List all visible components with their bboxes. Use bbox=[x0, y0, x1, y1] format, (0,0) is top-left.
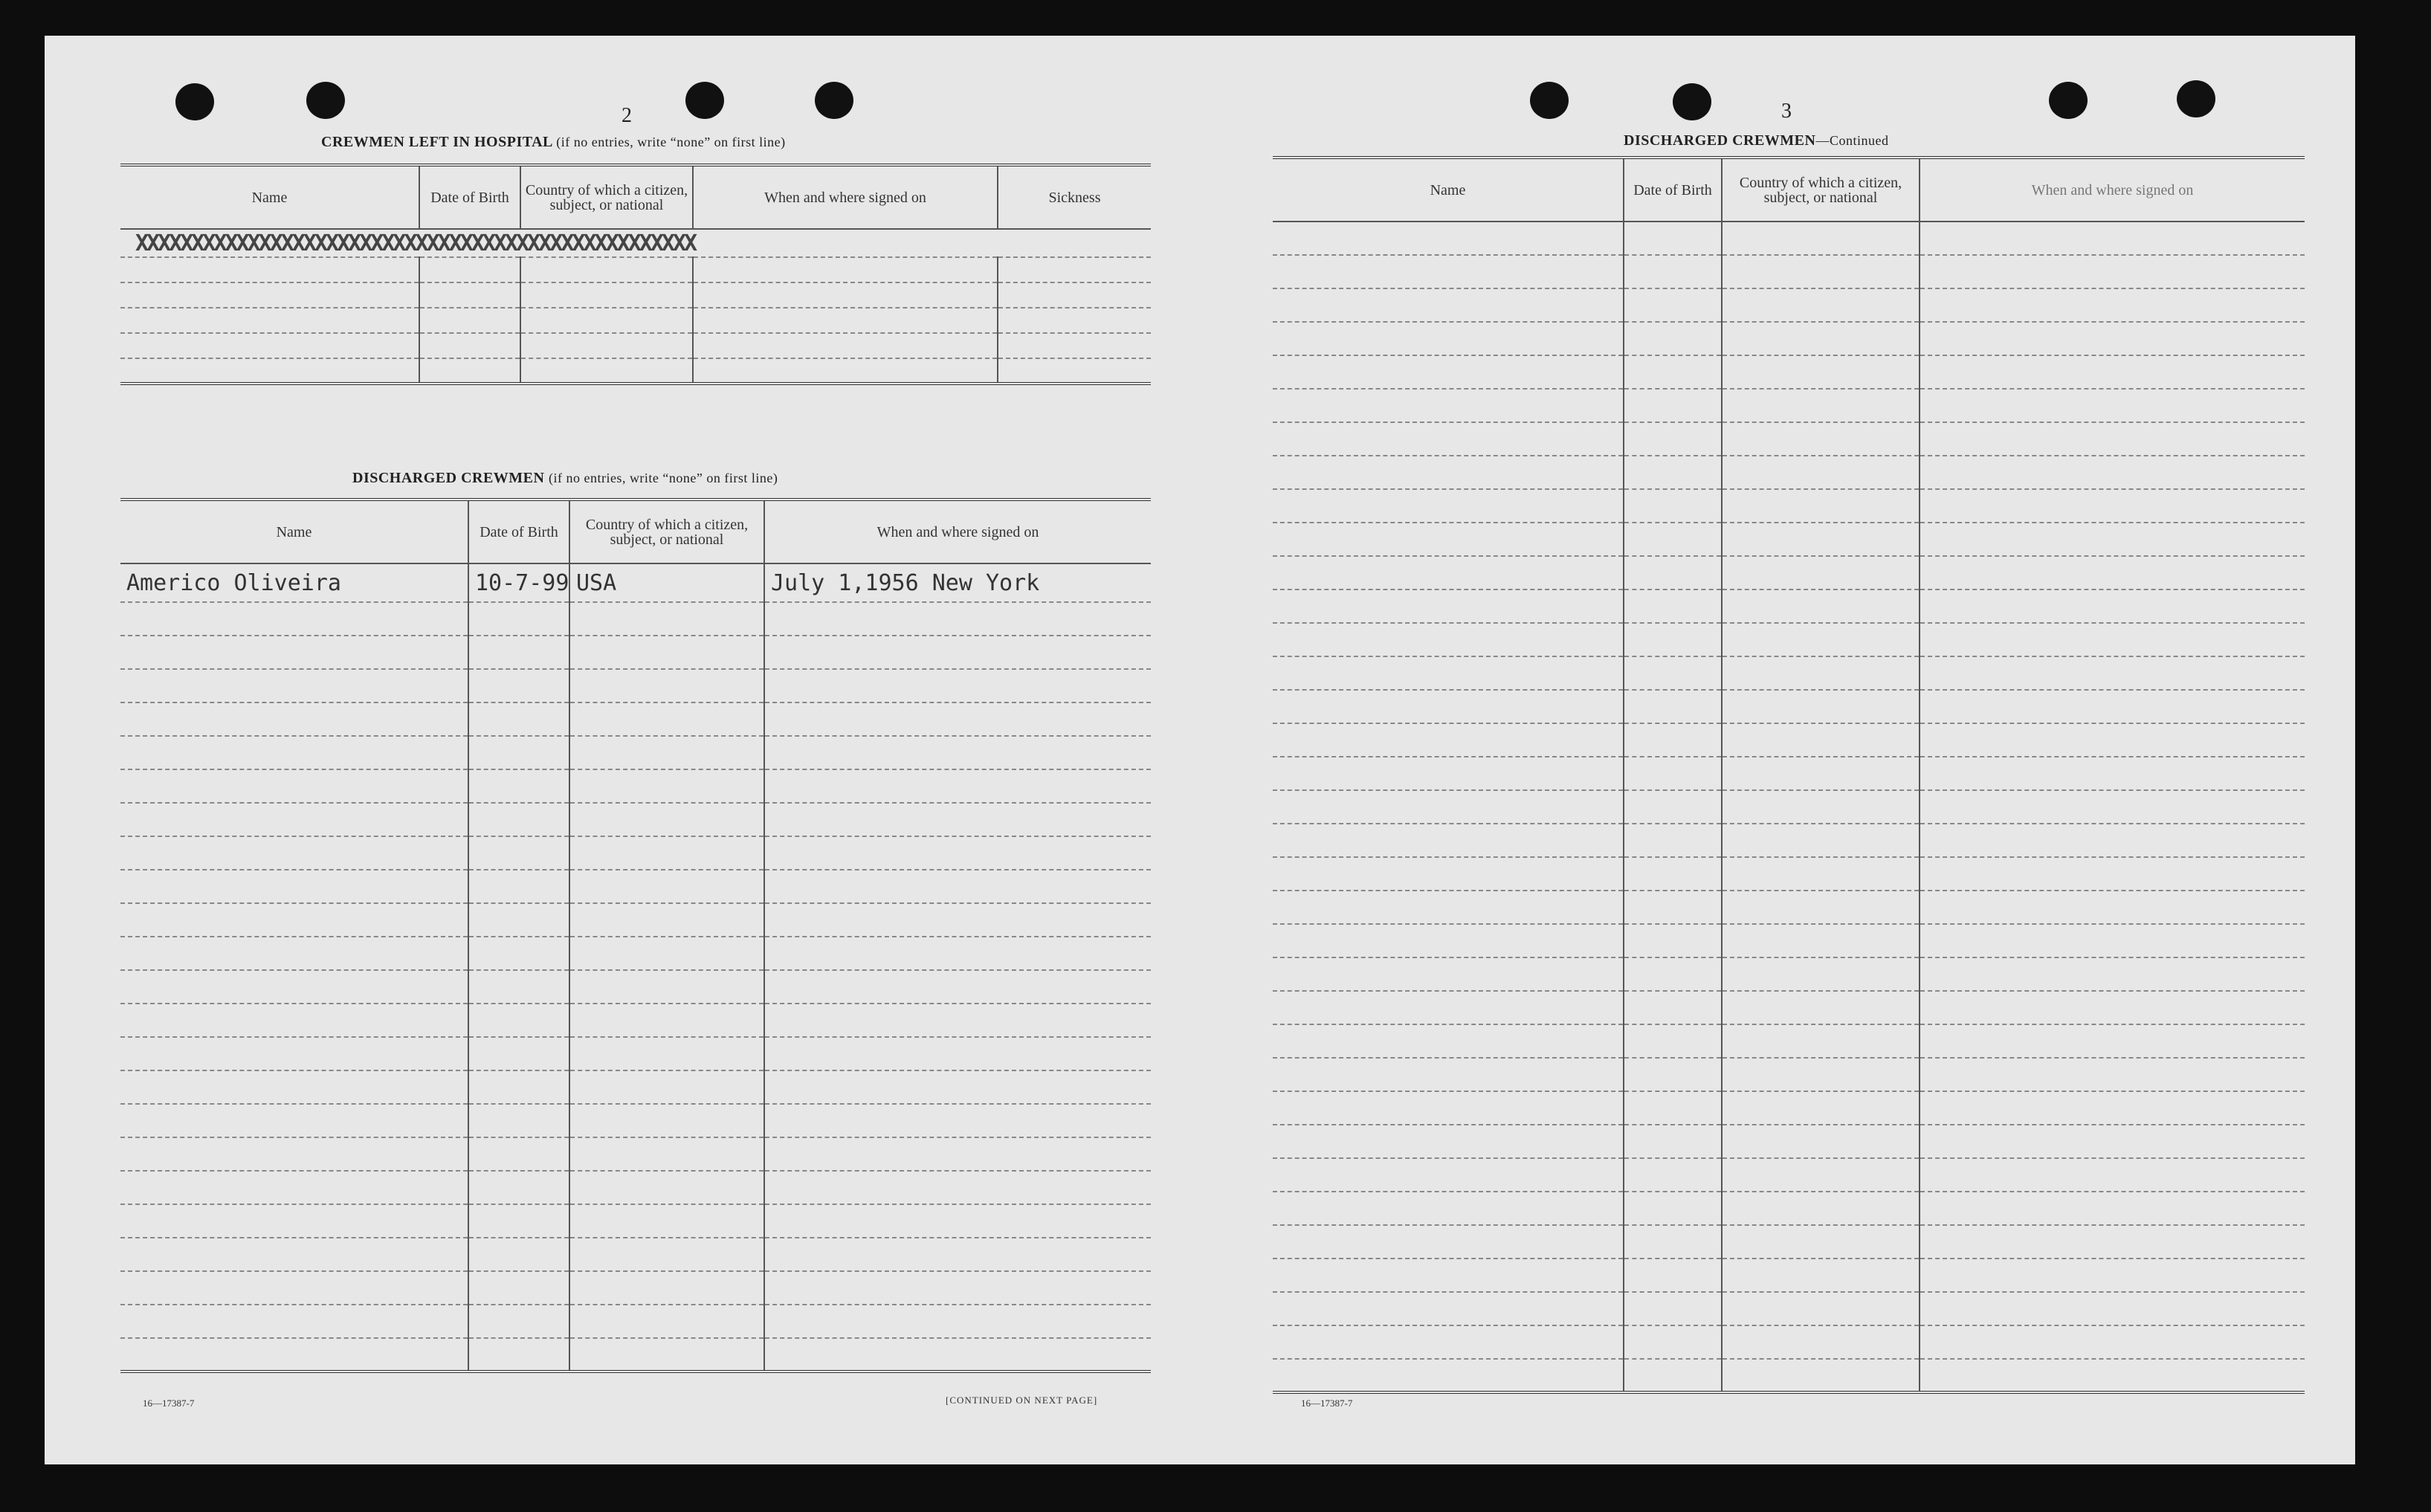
table-row bbox=[120, 602, 1151, 636]
cell-dob bbox=[468, 870, 569, 903]
cell-dob bbox=[468, 803, 569, 836]
table-row bbox=[120, 1104, 1151, 1137]
cell-dob bbox=[468, 669, 569, 702]
table-row bbox=[1273, 623, 2305, 656]
cell-dob bbox=[468, 1204, 569, 1238]
cell-dob bbox=[468, 636, 569, 669]
table-row bbox=[120, 1338, 1151, 1372]
cell-signed bbox=[764, 803, 1151, 836]
col-header-name: Name bbox=[120, 165, 419, 229]
table-row bbox=[120, 1238, 1151, 1271]
page-number-left: 2 bbox=[622, 104, 632, 127]
col-header-dob: Date of Birth bbox=[468, 500, 569, 563]
cell-name bbox=[120, 836, 468, 870]
table-row bbox=[120, 358, 1151, 384]
cell-name bbox=[120, 669, 468, 702]
col-header-signed: When and where signed on bbox=[764, 500, 1151, 563]
table-row bbox=[1273, 757, 2305, 790]
cell-name bbox=[120, 970, 468, 1004]
table-row bbox=[1273, 288, 2305, 322]
cell-name bbox=[120, 870, 468, 903]
cell-signed bbox=[764, 636, 1151, 669]
col-header-dob: Date of Birth bbox=[1624, 158, 1722, 222]
cell-country bbox=[569, 636, 764, 669]
cell-signed bbox=[764, 1238, 1151, 1271]
cell-country bbox=[569, 1271, 764, 1305]
cell-country bbox=[569, 970, 764, 1004]
table-row bbox=[1273, 1225, 2305, 1259]
cell-country bbox=[569, 1070, 764, 1104]
cell-signed bbox=[764, 1338, 1151, 1372]
cell-signed bbox=[764, 1104, 1151, 1137]
cell-dob bbox=[468, 1305, 569, 1338]
discharged-continued-text: DISCHARGED CREWMEN bbox=[1624, 132, 1816, 149]
continued-suffix: —Continued bbox=[1815, 133, 1889, 148]
hospital-section-title bbox=[321, 134, 786, 151]
table-row bbox=[1273, 1024, 2305, 1058]
table-row bbox=[1273, 489, 2305, 523]
table-row bbox=[120, 1004, 1151, 1037]
hospital-table bbox=[120, 164, 1151, 385]
table-row bbox=[120, 836, 1151, 870]
cell-dob bbox=[468, 903, 569, 937]
cell-signed bbox=[764, 1004, 1151, 1037]
cell-signed bbox=[764, 1305, 1151, 1338]
cell-dob bbox=[468, 769, 569, 803]
cell-country bbox=[569, 769, 764, 803]
table-row bbox=[1273, 322, 2305, 355]
cell-signed bbox=[764, 1137, 1151, 1171]
punch-hole bbox=[175, 83, 214, 120]
table-row bbox=[1273, 723, 2305, 757]
table-row bbox=[1273, 1091, 2305, 1125]
col-header-name: Name bbox=[120, 500, 468, 563]
punch-hole bbox=[815, 82, 853, 119]
hospital-title-text: CREWMEN LEFT IN HOSPITAL bbox=[321, 134, 552, 150]
table-row bbox=[1273, 422, 2305, 456]
table-row bbox=[120, 1070, 1151, 1104]
table-row bbox=[1273, 389, 2305, 422]
table-row bbox=[120, 229, 1151, 257]
table-row bbox=[120, 769, 1151, 803]
cell-dob bbox=[468, 1271, 569, 1305]
punch-hole bbox=[306, 82, 345, 119]
cell-country bbox=[569, 1004, 764, 1037]
hospital-title-note: (if no entries, write “none” on first line) bbox=[556, 135, 786, 149]
cell-signed bbox=[764, 1271, 1151, 1305]
cell-name bbox=[120, 636, 468, 669]
cell-name bbox=[120, 1137, 468, 1171]
cell-signed bbox=[764, 836, 1151, 870]
table-row bbox=[1273, 1259, 2305, 1292]
cell-signed bbox=[764, 769, 1151, 803]
cell-dob bbox=[468, 1338, 569, 1372]
cell-country bbox=[569, 1338, 764, 1372]
cell-signed bbox=[764, 1037, 1151, 1070]
table-row bbox=[1273, 1359, 2305, 1392]
cell-signed bbox=[764, 1070, 1151, 1104]
cell-country bbox=[569, 1137, 764, 1171]
col-header-name: Name bbox=[1273, 158, 1624, 222]
cell-dob bbox=[468, 1004, 569, 1037]
cell-name: Americo Oliveira bbox=[120, 563, 468, 602]
cell-name bbox=[120, 1171, 468, 1204]
cell-country bbox=[569, 602, 764, 636]
cell-dob bbox=[468, 1238, 569, 1271]
table-row bbox=[120, 333, 1151, 358]
col-header-country: Country of which a citizen, subject, or national bbox=[1722, 158, 1920, 222]
cell-name bbox=[120, 1104, 468, 1137]
table-row bbox=[120, 903, 1151, 937]
cell-name bbox=[120, 1271, 468, 1305]
manifest-sheet bbox=[45, 36, 2355, 1464]
cell-country bbox=[569, 736, 764, 769]
table-row bbox=[1273, 523, 2305, 556]
cell-dob bbox=[468, 1171, 569, 1204]
discharged-continued-title bbox=[1624, 132, 1888, 149]
cell-signed bbox=[764, 937, 1151, 970]
col-header-sickness: Sickness bbox=[998, 165, 1151, 229]
cell-dob bbox=[468, 836, 569, 870]
table-row bbox=[1273, 456, 2305, 489]
cell-name bbox=[120, 803, 468, 836]
page-number-right: 3 bbox=[1781, 100, 1792, 123]
col-header-signed: When and where signed on bbox=[693, 165, 998, 229]
table-row bbox=[1273, 1125, 2305, 1158]
cell-name bbox=[120, 1338, 468, 1372]
cell-name bbox=[120, 1004, 468, 1037]
cell-signed bbox=[764, 970, 1151, 1004]
table-row bbox=[1273, 957, 2305, 991]
table-row bbox=[120, 636, 1151, 669]
table-row bbox=[120, 257, 1151, 282]
cell-name bbox=[120, 1037, 468, 1070]
table-row bbox=[120, 308, 1151, 333]
cell-country bbox=[569, 836, 764, 870]
discharged-table bbox=[120, 498, 1151, 1373]
table-row bbox=[120, 870, 1151, 903]
cell-name bbox=[120, 1305, 468, 1338]
struck-out-entry: XXXXXXXXXXXXXXXXXXXXXXXXXXXXXXXXXXXXXXXXXXXXXXXXXX bbox=[135, 230, 696, 256]
table-row bbox=[1273, 255, 2305, 288]
table-row bbox=[120, 937, 1151, 970]
cell-country bbox=[569, 1171, 764, 1204]
table-row bbox=[1273, 1292, 2305, 1325]
table-row bbox=[1273, 222, 2305, 255]
cell-country bbox=[569, 669, 764, 702]
punch-hole bbox=[2049, 82, 2088, 119]
cell-signed bbox=[764, 736, 1151, 769]
cell-dob bbox=[468, 1070, 569, 1104]
cell-name bbox=[120, 602, 468, 636]
table-row bbox=[120, 669, 1151, 702]
cell-signed bbox=[764, 702, 1151, 736]
cell-country: USA bbox=[569, 563, 764, 602]
table-row bbox=[1273, 790, 2305, 824]
punch-hole bbox=[2177, 80, 2215, 117]
table-row bbox=[1273, 556, 2305, 589]
table-row bbox=[120, 1271, 1151, 1305]
cell-dob bbox=[468, 937, 569, 970]
cell-country bbox=[569, 870, 764, 903]
table-row bbox=[120, 1037, 1151, 1070]
table-row bbox=[1273, 589, 2305, 623]
table-row bbox=[1273, 991, 2305, 1024]
form-number-right: 16—17387-7 bbox=[1301, 1398, 1353, 1409]
discharged-title-text: DISCHARGED CREWMEN bbox=[352, 470, 545, 486]
cell-name bbox=[120, 702, 468, 736]
form-number-left: 16—17387-7 bbox=[143, 1398, 195, 1409]
cell-signed: July 1,1956 New York bbox=[764, 563, 1151, 602]
col-header-signed: When and where signed on bbox=[1920, 158, 2305, 222]
cell-dob: 10-7-99 bbox=[468, 563, 569, 602]
cell-country bbox=[569, 1238, 764, 1271]
table-row bbox=[1273, 857, 2305, 891]
cell-signed bbox=[764, 1204, 1151, 1238]
col-header-country: Country of which a citizen, subject, or national bbox=[520, 165, 693, 229]
table-row bbox=[120, 1137, 1151, 1171]
table-row bbox=[1273, 1058, 2305, 1091]
cell-dob bbox=[468, 970, 569, 1004]
cell-signed bbox=[764, 903, 1151, 937]
cell-name bbox=[120, 1204, 468, 1238]
table-row bbox=[120, 282, 1151, 308]
cell-country bbox=[569, 803, 764, 836]
table-row bbox=[120, 970, 1151, 1004]
cell-signed bbox=[764, 669, 1151, 702]
table-row bbox=[1273, 690, 2305, 723]
table-row bbox=[120, 1305, 1151, 1338]
cell-dob bbox=[468, 1104, 569, 1137]
table-row bbox=[1273, 355, 2305, 389]
cell-name bbox=[120, 1238, 468, 1271]
table-row bbox=[1273, 1325, 2305, 1359]
table-row bbox=[120, 563, 1151, 602]
table-row bbox=[1273, 891, 2305, 924]
table-row bbox=[120, 736, 1151, 769]
discharged-continued-table bbox=[1273, 156, 2305, 1394]
cell-signed bbox=[764, 1171, 1151, 1204]
cell-country bbox=[569, 1204, 764, 1238]
cell-dob bbox=[468, 1137, 569, 1171]
cell-name bbox=[120, 1070, 468, 1104]
table-row bbox=[120, 803, 1151, 836]
cell-signed bbox=[764, 602, 1151, 636]
cell-name bbox=[120, 769, 468, 803]
cell-country bbox=[569, 903, 764, 937]
table-row bbox=[1273, 924, 2305, 957]
cell-name bbox=[120, 937, 468, 970]
cell-name bbox=[120, 903, 468, 937]
cell-dob bbox=[468, 702, 569, 736]
discharged-section-title bbox=[352, 470, 778, 487]
table-row bbox=[1273, 824, 2305, 857]
punch-hole bbox=[685, 82, 724, 119]
discharged-title-note: (if no entries, write “none” on first line) bbox=[548, 471, 778, 485]
table-row bbox=[120, 1204, 1151, 1238]
table-row bbox=[120, 702, 1151, 736]
cell-country bbox=[569, 702, 764, 736]
col-header-dob: Date of Birth bbox=[419, 165, 520, 229]
table-row bbox=[1273, 1158, 2305, 1192]
cell-country bbox=[569, 1104, 764, 1137]
punch-hole bbox=[1530, 82, 1569, 119]
continued-note: [CONTINUED ON NEXT PAGE] bbox=[946, 1395, 1098, 1406]
cell-signed bbox=[764, 870, 1151, 903]
cell-dob bbox=[468, 736, 569, 769]
table-row bbox=[120, 1171, 1151, 1204]
punch-hole bbox=[1673, 83, 1711, 120]
cell-country bbox=[569, 937, 764, 970]
cell-country bbox=[569, 1037, 764, 1070]
table-row bbox=[1273, 1192, 2305, 1225]
cell-dob bbox=[468, 602, 569, 636]
col-header-country: Country of which a citizen, subject, or national bbox=[569, 500, 764, 563]
cell-name bbox=[120, 736, 468, 769]
cell-dob bbox=[468, 1037, 569, 1070]
table-row bbox=[1273, 656, 2305, 690]
cell-country bbox=[569, 1305, 764, 1338]
